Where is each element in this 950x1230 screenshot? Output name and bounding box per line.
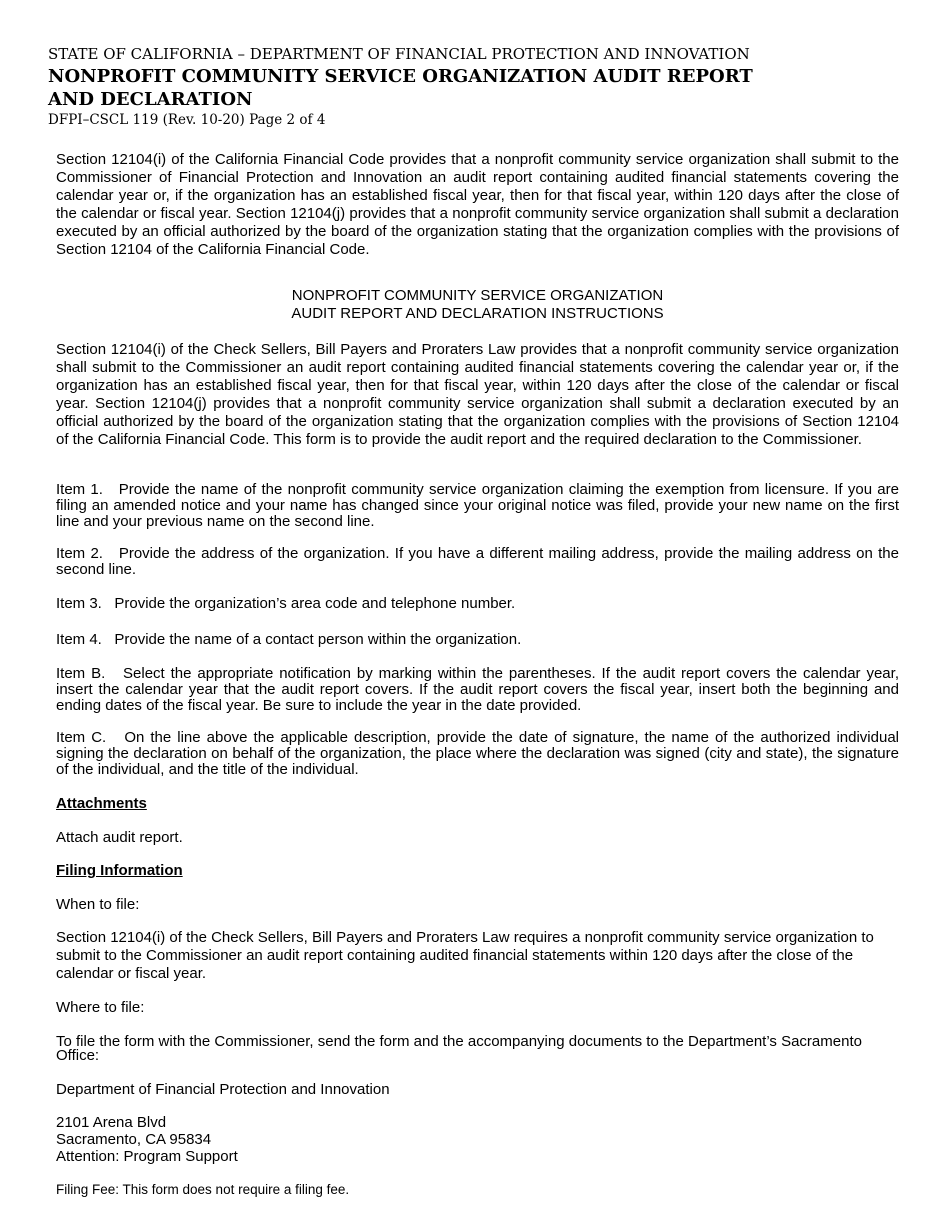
instructions-heading-line1: NONPROFIT COMMUNITY SERVICE ORGANIZATION [291, 287, 664, 304]
item-label: Item B. [56, 665, 106, 682]
item-2 [56, 546, 899, 578]
item-4 [56, 631, 899, 649]
intro-paragraph: Section 12104(i) of the California Financial Code provides that a nonprofit community service organization shall submit to the Commissioner of Financial Protection and Innovation an audit report containing audited financial statements covering the calendar year or, if the organization has an established fiscal year, then for that fiscal year, within 120 days after the close of the calendar or fiscal year. Section 12104(j) provides that a nonprofit community service organization shall submit a declaration executed by an official authorized by the board of the organization stating that the organization complies with the provisions of Section 12104 of the California Financial Code. [56, 151, 899, 258]
address-attention: Attention: Program Support [56, 1148, 238, 1165]
item-text: Select the appropriate notification by marking within the parentheses. If the audit report covers the calendar year, insert the calendar year that the audit report covers. If the audit report covers the fiscal year, insert both the beginning and ending dates of the fiscal year. Be sure to include the year in the date provided. [56, 665, 899, 714]
where-to-file-text: To file the form with the Commissioner, send the form and the accompanying documents to the Department’s Sacramento Office: [56, 1033, 862, 1064]
item-text: Provide the organization’s area code and telephone number. [114, 595, 516, 612]
item-b [56, 666, 899, 714]
attachments-heading: Attachments [56, 795, 147, 812]
item-3 [56, 595, 899, 613]
department-name: Department of Financial Protection and Innovation [56, 1081, 390, 1098]
where-to-file-label: Where to file: [56, 999, 145, 1016]
form-title-line2: AND DECLARATION [48, 89, 253, 110]
instructions-heading [56, 287, 899, 323]
filing-heading: Filing Information [56, 862, 183, 879]
instructions-intro-paragraph: Section 12104(i) of the Check Sellers, Bill Payers and Proraters Law provides that a nonprofit community service organization shall submit to the Commissioner an audit report containing audited financial statements covering the calendar year or, if the organization has an established fiscal year, then for that fiscal year, within 120 days after the close of the calendar or fiscal year. Section 12104(j) provides that a nonprofit community service organization shall submit a declaration executed by an official authorized by the board of the organization stating that the organization complies with the provisions of Section 12104 of the California Financial Code. This form is to provide the audit report and the required declaration to the Commissioner. [56, 341, 899, 448]
when-to-file-text: Section 12104(i) of the Check Sellers, Bill Payers and Proraters Law requires a nonprofit community service organization to submit to the Commissioner an audit report containing audited financial statements within 120 days after the close of the calendar or fiscal year. [56, 929, 874, 982]
item-text: Provide the name of the nonprofit community service organization claiming the exemption from licensure. If you are filing an amended notice and your name has changed since your original notice was filed, provide your new name on the first line and your previous name on the second line. [56, 481, 899, 530]
address-street: 2101 Arena Blvd [56, 1114, 167, 1131]
item-1 [56, 482, 899, 530]
form-id-page: DFPI–CSCL 119 (Rev. 10-20) Page 2 of 4 [48, 112, 326, 128]
form-title-line1: NONPROFIT COMMUNITY SERVICE ORGANIZATION AUDIT REPORT [48, 66, 753, 87]
item-label: Item 4. [56, 631, 102, 648]
when-to-file-label: When to file: [56, 896, 140, 913]
item-text: Provide the name of a contact person within the organization. [114, 631, 522, 648]
item-label: Item 2. [56, 545, 103, 562]
instructions-heading-line2: AUDIT REPORT AND DECLARATION INSTRUCTIONS [291, 305, 664, 322]
item-text: Provide the address of the organization. If you have a different mailing address, provide the mailing address on the second line. [56, 545, 899, 578]
item-label: Item C. [56, 729, 107, 746]
attachments-text: Attach audit report. [56, 829, 183, 846]
agency-line: STATE OF CALIFORNIA – DEPARTMENT OF FINANCIAL PROTECTION AND INNOVATION [48, 45, 750, 63]
item-text: On the line above the applicable description, provide the date of signature, the name of the authorized individual signing the declaration on behalf of the organization, the place where the declaration was signed (city and state), the signature of the individual, and the title of the individual. [56, 729, 900, 778]
filing-fee-note: Filing Fee: This form does not require a filing fee. [56, 1182, 350, 1197]
item-c [56, 730, 899, 778]
address-city: Sacramento, CA 95834 [56, 1131, 212, 1148]
item-label: Item 1. [56, 481, 103, 498]
item-label: Item 3. [56, 595, 102, 612]
mailing-address [56, 1114, 899, 1165]
